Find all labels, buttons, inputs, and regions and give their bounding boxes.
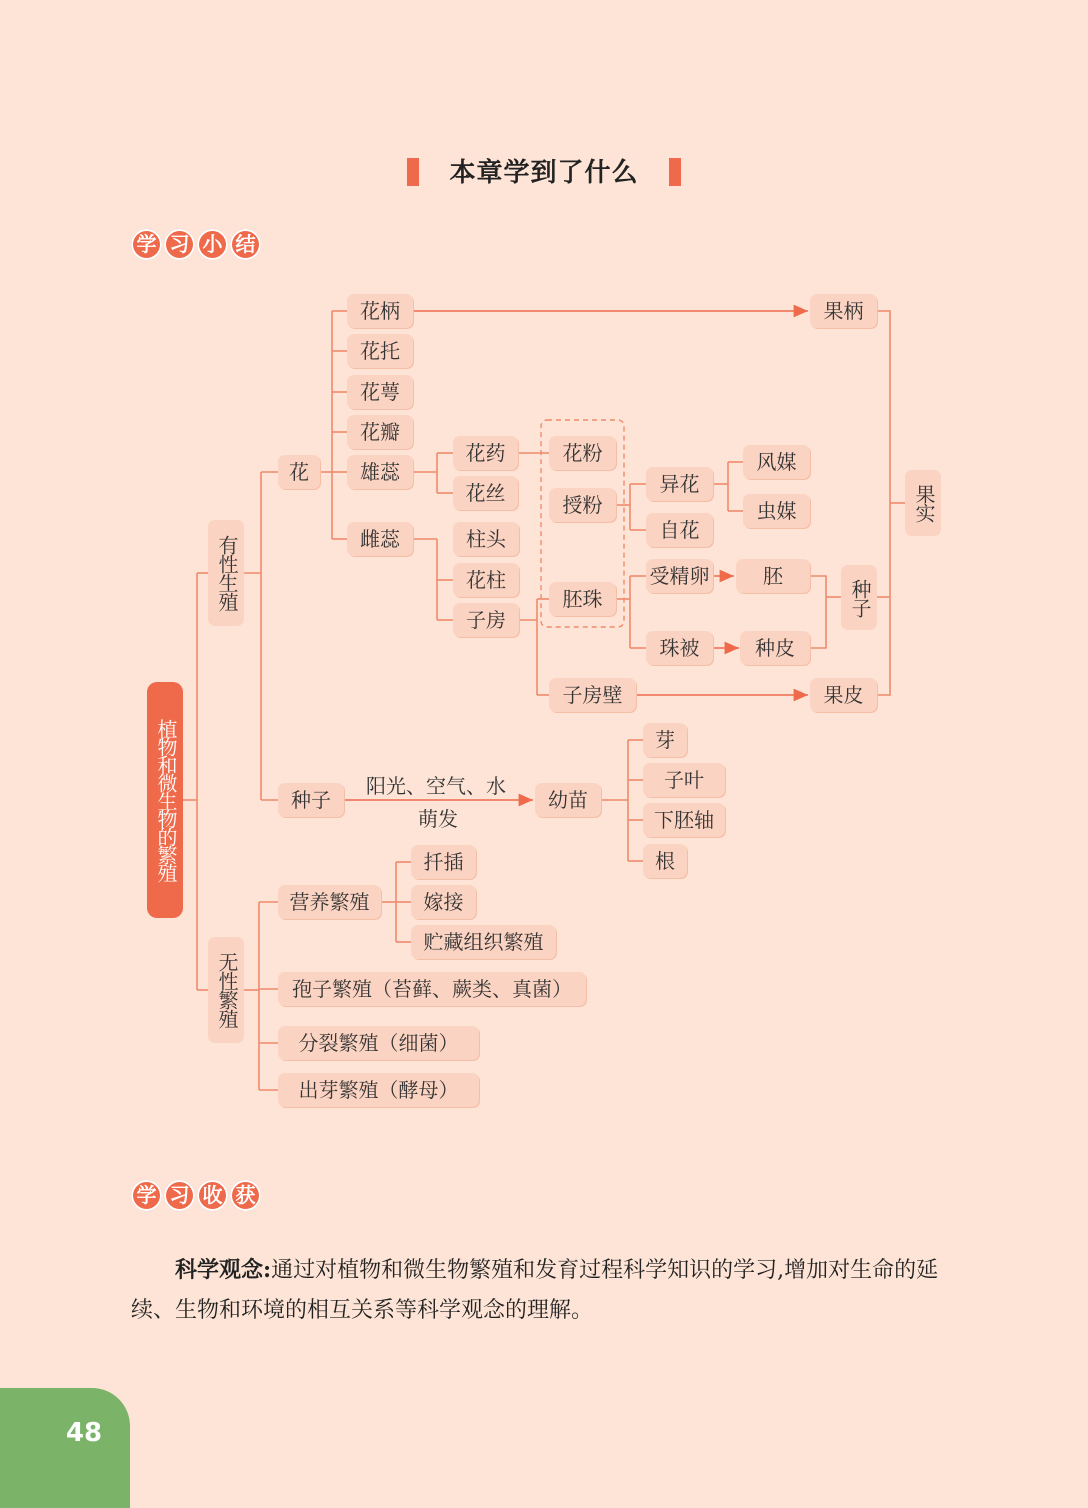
fruit-node: 果实 [905, 470, 941, 536]
wind-pollination-node: 风媒 [743, 445, 810, 479]
hypocotyl-node: 下胚轴 [643, 803, 725, 837]
cross-pollination-node: 异花 [646, 467, 713, 501]
ovary-wall-node: 子房壁 [549, 678, 636, 712]
self-pollination-node: 自花 [646, 513, 713, 547]
filament-node: 花丝 [453, 476, 518, 510]
spore-reproduction-node: 孢子繁殖（苔藓、蕨类、真菌） [278, 972, 586, 1006]
integument-node: 珠被 [646, 631, 713, 665]
flower-node: 花 [278, 455, 320, 489]
badge-char: 结 [230, 229, 261, 260]
bud-node: 芽 [643, 723, 687, 757]
badge-char: 习 [164, 1180, 195, 1211]
stamen-node: 雄蕊 [347, 455, 413, 489]
pericarp-node: 果皮 [810, 678, 877, 712]
seed-coat-node: 种皮 [740, 631, 810, 665]
vegetative-propagation-node: 营养繁殖 [278, 885, 381, 919]
zygote-node: 受精卵 [646, 559, 713, 593]
page-number: 48 [65, 1418, 103, 1448]
gains-body: 通过对植物和微生物繁殖和发育过程科学知识的学习,增加对生命的延续、生物和环境的相互关系等科学观念的理解。 [131, 1258, 939, 1323]
badge-char: 小 [197, 229, 228, 260]
root-part-node: 根 [643, 844, 687, 878]
germination-condition-label: 阳光、空气、水 [366, 774, 506, 798]
asexual-reproduction-node: 无性繁殖 [208, 937, 244, 1043]
gains-paragraph [131, 1250, 971, 1331]
style-node: 花柱 [453, 563, 519, 597]
storage-tissue-node: 贮藏组织繁殖 [411, 925, 556, 959]
badge-char: 习 [164, 229, 195, 260]
fruit-stalk-node: 果柄 [810, 294, 877, 328]
germination-label: 萌发 [418, 807, 458, 831]
anther-node: 花药 [453, 436, 518, 470]
section-badge-gains [131, 1180, 261, 1211]
grafting-node: 嫁接 [411, 885, 476, 919]
cotyledon-node: 子叶 [643, 763, 725, 797]
stigma-node: 柱头 [453, 522, 519, 556]
seed-node: 种子 [841, 565, 877, 630]
badge-char: 学 [131, 229, 162, 260]
budding-reproduction-node: 出芽繁殖（酵母） [278, 1073, 479, 1107]
insect-pollination-node: 虫媒 [743, 494, 810, 528]
fission-reproduction-node: 分裂繁殖（细菌） [278, 1026, 479, 1060]
pollen-node: 花粉 [549, 436, 616, 470]
flower-stalk-node: 花柄 [347, 294, 413, 328]
calyx-node: 花萼 [347, 375, 413, 409]
ovule-node: 胚珠 [549, 582, 616, 616]
badge-char: 学 [131, 1180, 162, 1211]
petal-node: 花瓣 [347, 415, 413, 449]
badge-char: 收 [197, 1180, 228, 1211]
embryo-node: 胚 [736, 559, 810, 593]
page-title: 本章学到了什么 [449, 158, 639, 188]
cutting-node: 扦插 [411, 845, 476, 879]
sexual-reproduction-node: 有性生殖 [208, 520, 244, 626]
pistil-node: 雌蕊 [347, 522, 413, 556]
badge-char: 获 [230, 1180, 261, 1211]
seed-germination-node: 种子 [278, 783, 344, 817]
root-node: 植物和微生物的繁殖 [147, 682, 183, 918]
ovary-node: 子房 [453, 603, 519, 637]
receptacle-node: 花托 [347, 334, 413, 368]
gains-label: 科学观念: [175, 1257, 272, 1283]
page-number-tab [0, 1388, 130, 1508]
seedling-node: 幼苗 [535, 783, 601, 817]
pollination-node: 授粉 [549, 488, 616, 522]
